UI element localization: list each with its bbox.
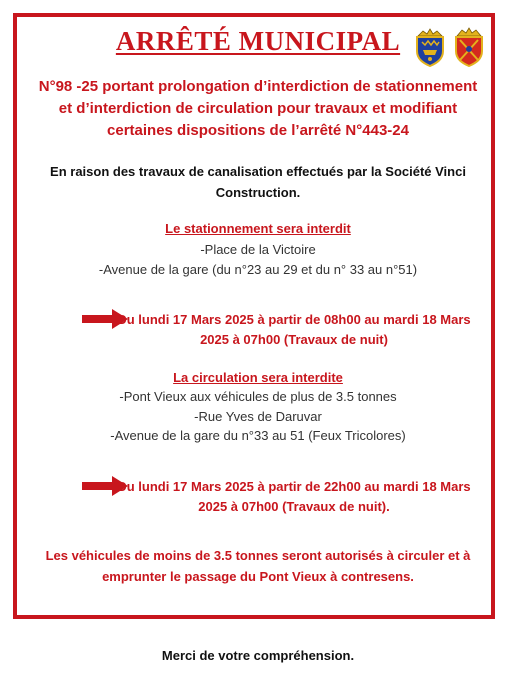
page-title: ARRÊTÉ MUNICIPAL	[115, 26, 401, 56]
traffic-item: -Rue Yves de Daruvar	[194, 409, 322, 424]
parking-section-title: Le stationnement sera interdit	[165, 221, 351, 236]
parking-dates: Du lundi 17 Mars 2025 à partir de 08h00 au mardi 18 Mars 2025 à 07h00 (Travaux de nuit)	[117, 312, 471, 347]
thanks-text: Merci de votre compréhension.	[161, 648, 355, 663]
traffic-item: -Pont Vieux aux véhicules de plus de 3.5 tonnes	[119, 389, 397, 404]
decree-subtitle: N°98 -25 portant prolongation d’interdiction de stationnement et d’interdiction de circulation pour travaux et modifiant certaines dispositions de l’arrêté N°443-24	[38, 78, 478, 139]
parking-item: -Place de la Victoire	[200, 242, 316, 257]
coat-of-arms-red-icon	[452, 27, 486, 67]
parking-item: -Avenue de la gare (du n°23 au 29 et du n° 33 au n°51)	[98, 262, 418, 277]
traffic-dates: Du lundi 17 Mars 2025 à partir de 22h00 au mardi 18 Mars 2025 à 07h00 (Travaux de nuit).	[117, 479, 471, 514]
coat-of-arms-blue-icon	[413, 27, 447, 67]
intro-text: En raison des travaux de canalisation effectués par la Société Vinci Construction.	[50, 164, 466, 200]
weight-notice: Les véhicules de moins de 3.5 tonnes seront autorisés à circuler et à emprunter le passage du Pont Vieux à contresens.	[45, 548, 471, 584]
traffic-section-title: La circulation sera interdite	[173, 370, 343, 385]
traffic-item: -Avenue de la gare du n°33 au 51 (Feux Tricolores)	[110, 428, 406, 443]
